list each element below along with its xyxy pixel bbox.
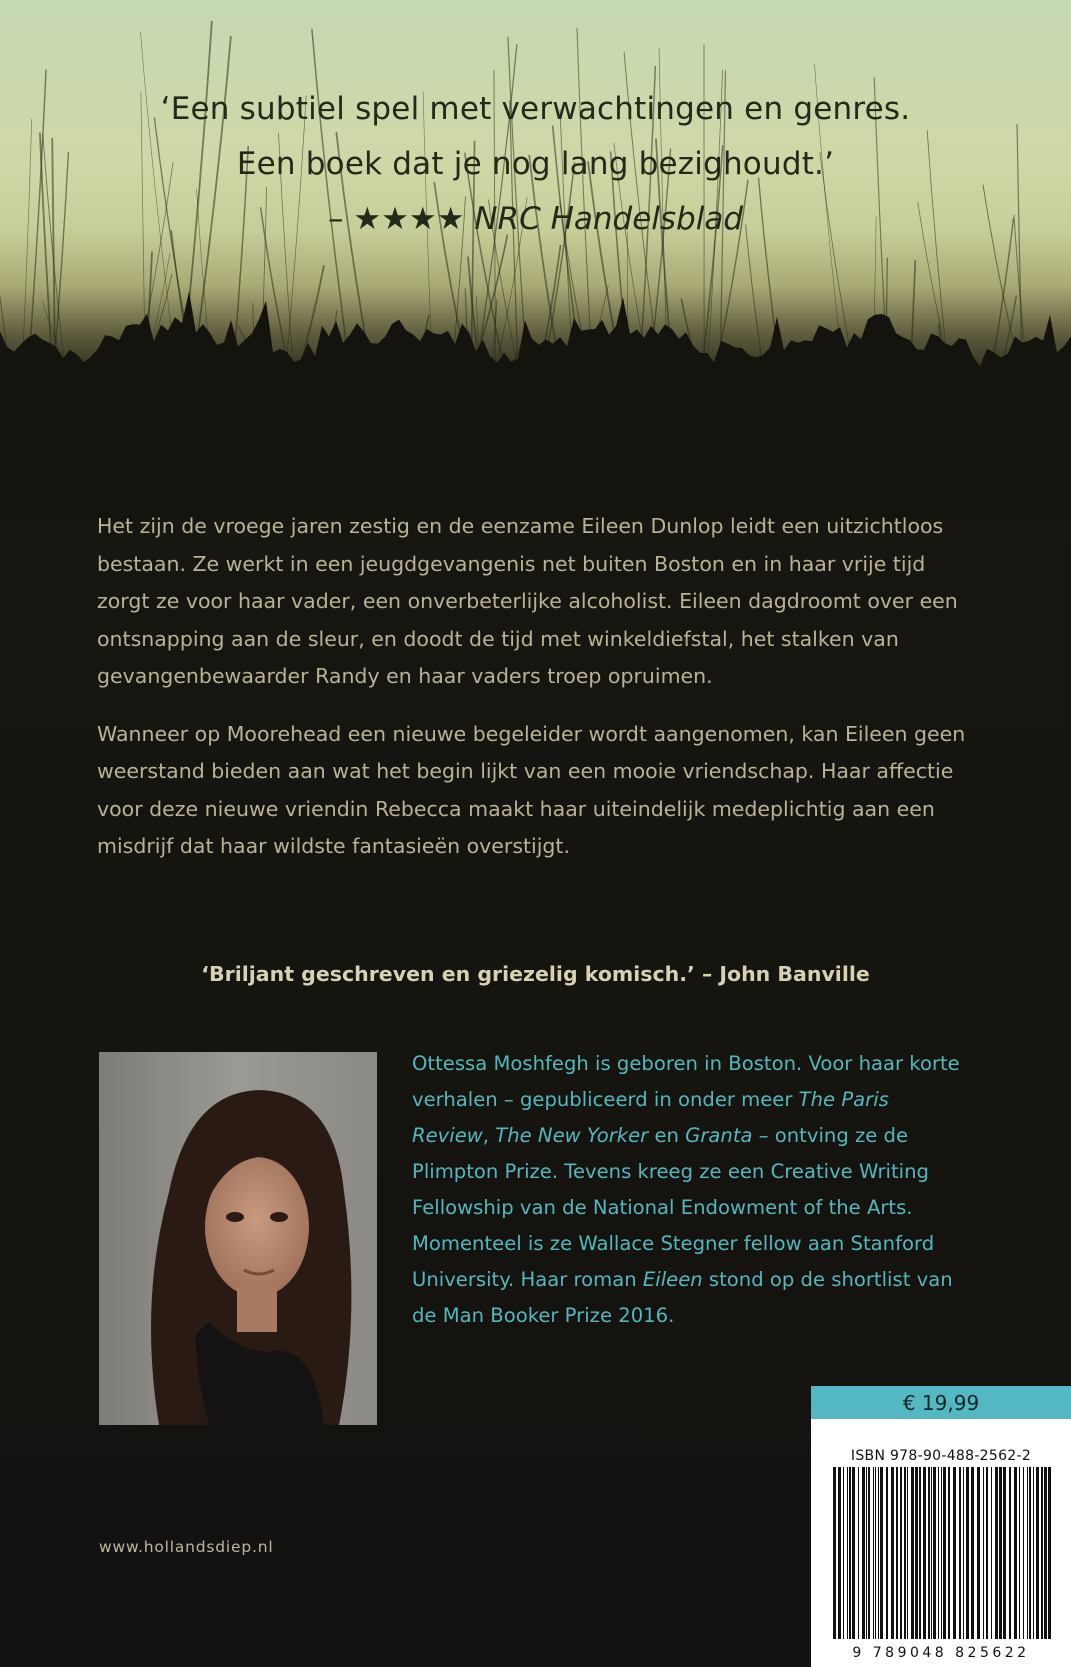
star-rating: ★★★★	[353, 201, 465, 237]
author-bio-text	[412, 1046, 972, 1334]
grass-silhouette-image	[0, 0, 1071, 520]
author-photo	[99, 1052, 377, 1425]
author-bio	[412, 1046, 972, 1334]
press-quote	[0, 82, 1071, 247]
quote-line-2: Een boek dat je nog lang bezighoudt.’	[236, 146, 835, 182]
bio-text-2: ,	[482, 1124, 496, 1147]
barcode-panel	[811, 1419, 1071, 1667]
blurb-paragraph-1: Het zijn de vroege jaren zestig en de eenzame Eileen Dunlop leidt een uitzichtloos bestaan. Ze werkt in een jeugdgevangenis net buiten Boston en in haar vrije tijd zorgt ze voor haar vader, een onverbeterlijke alcoholist. Eileen dagdroomt over een ontsnapping aan de sleur, en doodt de tijd met winkeldiefstal, het stalken van gevangenbewaarder Randy en haar vaders troep opruimen.	[97, 514, 958, 688]
price-label	[811, 1386, 1071, 1419]
isbn-number: ISBN 978-90-488-2562-2	[850, 1448, 1032, 1464]
bio-title-new-yorker: The New Yorker	[495, 1124, 649, 1147]
review-quote: ‘Briljant geschreven en griezelig komisch.’ – John Banville	[201, 962, 870, 986]
quote-line-1: ‘Een subtiel spel met verwachtingen en genres.	[160, 91, 911, 127]
bio-text-5: stond op de shortlist van de Man Booker Prize 2016.	[412, 1268, 953, 1327]
bio-title-paris-review: The Paris Review	[412, 1088, 889, 1147]
barcode-image	[811, 1467, 1071, 1647]
bio-text-3: en	[648, 1124, 686, 1147]
bio-title-eileen: Eileen	[642, 1268, 703, 1291]
price: € 19,99	[902, 1391, 980, 1415]
quote-attribution	[0, 192, 1071, 247]
quote-source-name: NRC Handelsblad	[474, 201, 744, 237]
book-blurb	[97, 508, 977, 886]
quote-dash: –	[327, 201, 354, 237]
bio-text-1: Ottessa Moshfegh is geboren in Boston. Voor haar korte verhalen – gepubliceerd in onder meer	[412, 1052, 960, 1111]
barcode-digits: 9 789048 825622	[852, 1645, 1030, 1661]
publisher-website: www.hollandsdiep.nl	[99, 1538, 274, 1556]
blurb-paragraph-2: Wanneer op Moorehead een nieuwe begeleider wordt aangenomen, kan Eileen geen weerstand bieden aan wat het begin lijkt van een mooie vriendschap. Haar affectie voor deze nieuwe vriendin Rebecca maakt haar uiteindelijk medeplichtig aan een misdrijf dat haar wildste fantasieën overstijgt.	[97, 721, 966, 858]
bio-title-granta: Granta	[685, 1124, 753, 1147]
bio-text-4: – ontving ze de Plimpton Prize. Tevens kreeg ze een Creative Writing Fellowship van de National Endowment of the Arts. Momenteel is ze Wallace Stegner fellow aan Stanford University. Haar roman	[412, 1124, 935, 1291]
